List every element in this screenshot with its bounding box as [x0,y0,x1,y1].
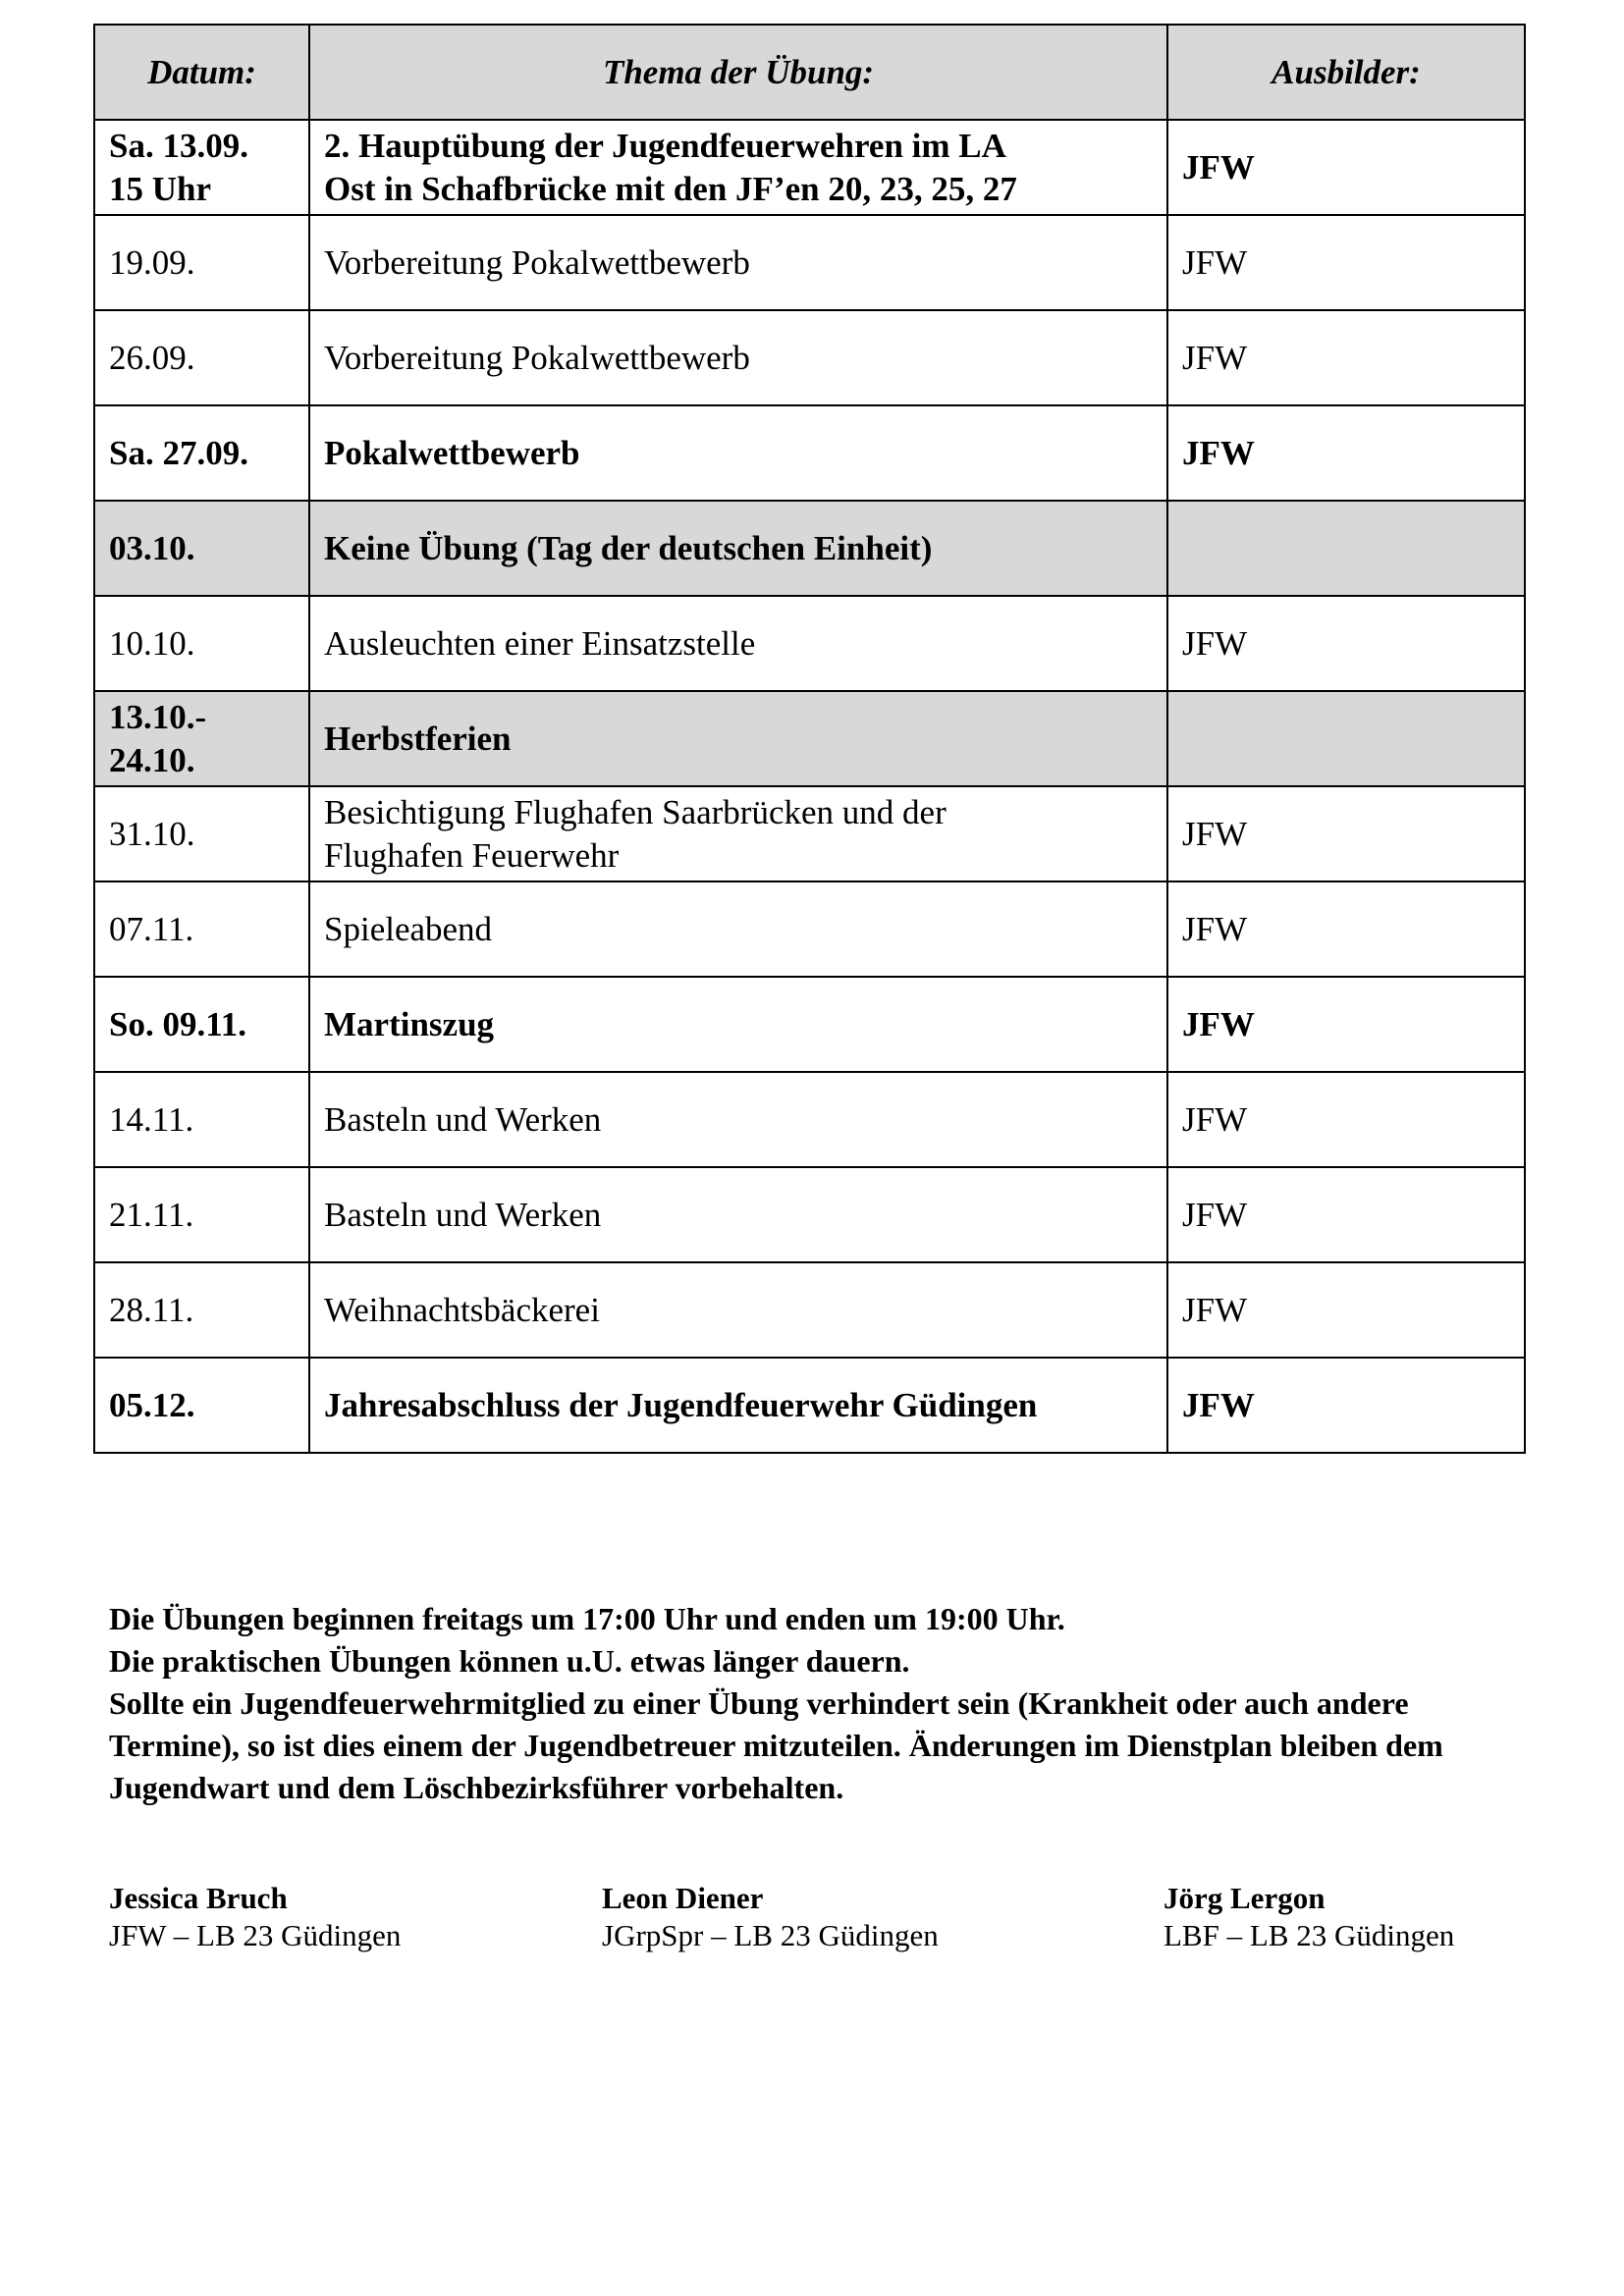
date-cell [94,405,309,501]
topic-cell-line: Vorbereitung Pokalwettbewerb [324,338,750,377]
table-row [94,977,1525,1072]
signature-block [1164,1880,1454,1954]
date-cell-line: 07.11. [109,909,194,948]
table-header-row [94,25,1525,120]
topic-cell-line: Weihnachtsbäckerei [324,1290,600,1329]
table-row [94,501,1525,596]
topic-cell [309,1072,1167,1167]
notes-line-1: Die Übungen beginnen freitags um 17:00 Uhr und enden um 19:00 Uhr. [109,1601,1065,1636]
table-row [94,405,1525,501]
notes-line-2: Die praktischen Übungen können u.U. etwas länger dauern. [109,1643,910,1679]
date-cell-line: 28.11. [109,1290,194,1329]
date-cell [94,501,309,596]
topic-cell [309,786,1167,881]
signer-role: JGrpSpr – LB 23 Güdingen [602,1918,939,1952]
date-cell-line: 31.10. [109,814,195,853]
trainer-cell: JFW [1167,405,1525,501]
topic-cell-line: Ausleuchten einer Einsatzstelle [324,623,756,663]
topic-cell [309,120,1167,215]
signer-name: Jessica Bruch [109,1881,288,1915]
signer-name: Leon Diener [602,1881,764,1915]
trainer-cell: JFW [1167,310,1525,405]
date-cell [94,310,309,405]
topic-cell [309,596,1167,691]
schedule-body [94,120,1525,1453]
topic-cell [309,215,1167,310]
date-cell [94,1167,309,1262]
date-cell [94,596,309,691]
date-cell [94,1072,309,1167]
date-cell-line: 14.11. [109,1099,194,1139]
topic-cell-line: Ost in Schafbrücke mit den JF’en 20, 23, 25, 27 [324,169,1017,208]
topic-cell-line: Herbstferien [324,719,512,758]
date-cell-line: 19.09. [109,242,195,282]
trainer-cell: JFW [1167,596,1525,691]
date-cell-line: Sa. 27.09. [109,433,248,472]
trainer-cell: JFW [1167,786,1525,881]
trainer-cell: JFW [1167,1262,1525,1358]
topic-cell [309,977,1167,1072]
date-cell-line: 05.12. [109,1385,195,1424]
topic-cell-line: Martinszug [324,1004,495,1043]
table-row [94,881,1525,977]
signer-name: Jörg Lergon [1164,1881,1326,1915]
date-cell-line: 15 Uhr [109,169,212,208]
signer-role: JFW – LB 23 Güdingen [109,1918,402,1952]
topic-cell [309,881,1167,977]
topic-cell [309,501,1167,596]
date-cell [94,215,309,310]
topic-cell [309,405,1167,501]
topic-cell-line: Basteln und Werken [324,1099,602,1139]
table-row [94,691,1525,786]
topic-cell-line: Vorbereitung Pokalwettbewerb [324,242,750,282]
date-cell [94,691,309,786]
date-cell-line: Sa. 13.09. [109,126,248,165]
notes-paragraph: Sollte ein Jugendfeuerwehrmitglied zu einer Übung verhindert sein (Krankheit oder auch andere Termine), so ist dies einem der Jugendbetreuer mitzuteilen. Änderungen im Dienstplan bleiben dem Jugendwart und dem Löschbezirksführer vorbehalten. [109,1685,1443,1805]
date-cell [94,977,309,1072]
topic-cell-line: Jahresabschluss der Jugendfeuerwehr Güdingen [324,1385,1038,1424]
date-cell-line: 26.09. [109,338,195,377]
table-row [94,1167,1525,1262]
topic-cell-line: Basteln und Werken [324,1195,602,1234]
header-trainer: Ausbilder: [1167,25,1525,120]
date-cell-line: 24.10. [109,740,195,779]
table-row [94,1358,1525,1453]
topic-cell-line: Pokalwettbewerb [324,433,580,472]
trainer-cell [1167,501,1525,596]
topic-cell-line: Besichtigung Flughafen Saarbrücken und der [324,792,947,831]
table-row [94,120,1525,215]
topic-cell-line: Spieleabend [324,909,493,948]
table-row [94,310,1525,405]
table-row [94,596,1525,691]
notes-section [109,1598,1523,1809]
topic-cell-line: 2. Hauptübung der Jugendfeuerwehren im LA [324,126,1006,165]
trainer-cell: JFW [1167,215,1525,310]
date-cell [94,1358,309,1453]
date-cell [94,786,309,881]
schedule-table [93,24,1526,1454]
trainer-cell: JFW [1167,881,1525,977]
table-row [94,215,1525,310]
date-cell-line: 03.10. [109,528,195,567]
trainer-cell: JFW [1167,977,1525,1072]
topic-cell-line: Keine Übung (Tag der deutschen Einheit) [324,528,933,567]
signer-role: LBF – LB 23 Güdingen [1164,1918,1455,1952]
date-cell [94,120,309,215]
topic-cell [309,1262,1167,1358]
header-date: Datum: [94,25,309,120]
table-row [94,1262,1525,1358]
topic-cell [309,1167,1167,1262]
trainer-cell [1167,691,1525,786]
date-cell [94,1262,309,1358]
date-cell-line: So. 09.11. [109,1004,247,1043]
date-cell [94,881,309,977]
date-cell-line: 21.11. [109,1195,194,1234]
trainer-cell: JFW [1167,1358,1525,1453]
trainer-cell: JFW [1167,1072,1525,1167]
topic-cell [309,310,1167,405]
trainer-cell: JFW [1167,120,1525,215]
table-row [94,1072,1525,1167]
table-row [94,786,1525,881]
topic-cell [309,1358,1167,1453]
date-cell-line: 13.10.- [109,697,207,736]
topic-cell [309,691,1167,786]
trainer-cell: JFW [1167,1167,1525,1262]
topic-cell-line: Flughafen Feuerwehr [324,835,620,875]
signature-block [109,1880,401,1954]
signature-block [602,1880,939,1954]
header-topic: Thema der Übung: [309,25,1167,120]
date-cell-line: 10.10. [109,623,195,663]
